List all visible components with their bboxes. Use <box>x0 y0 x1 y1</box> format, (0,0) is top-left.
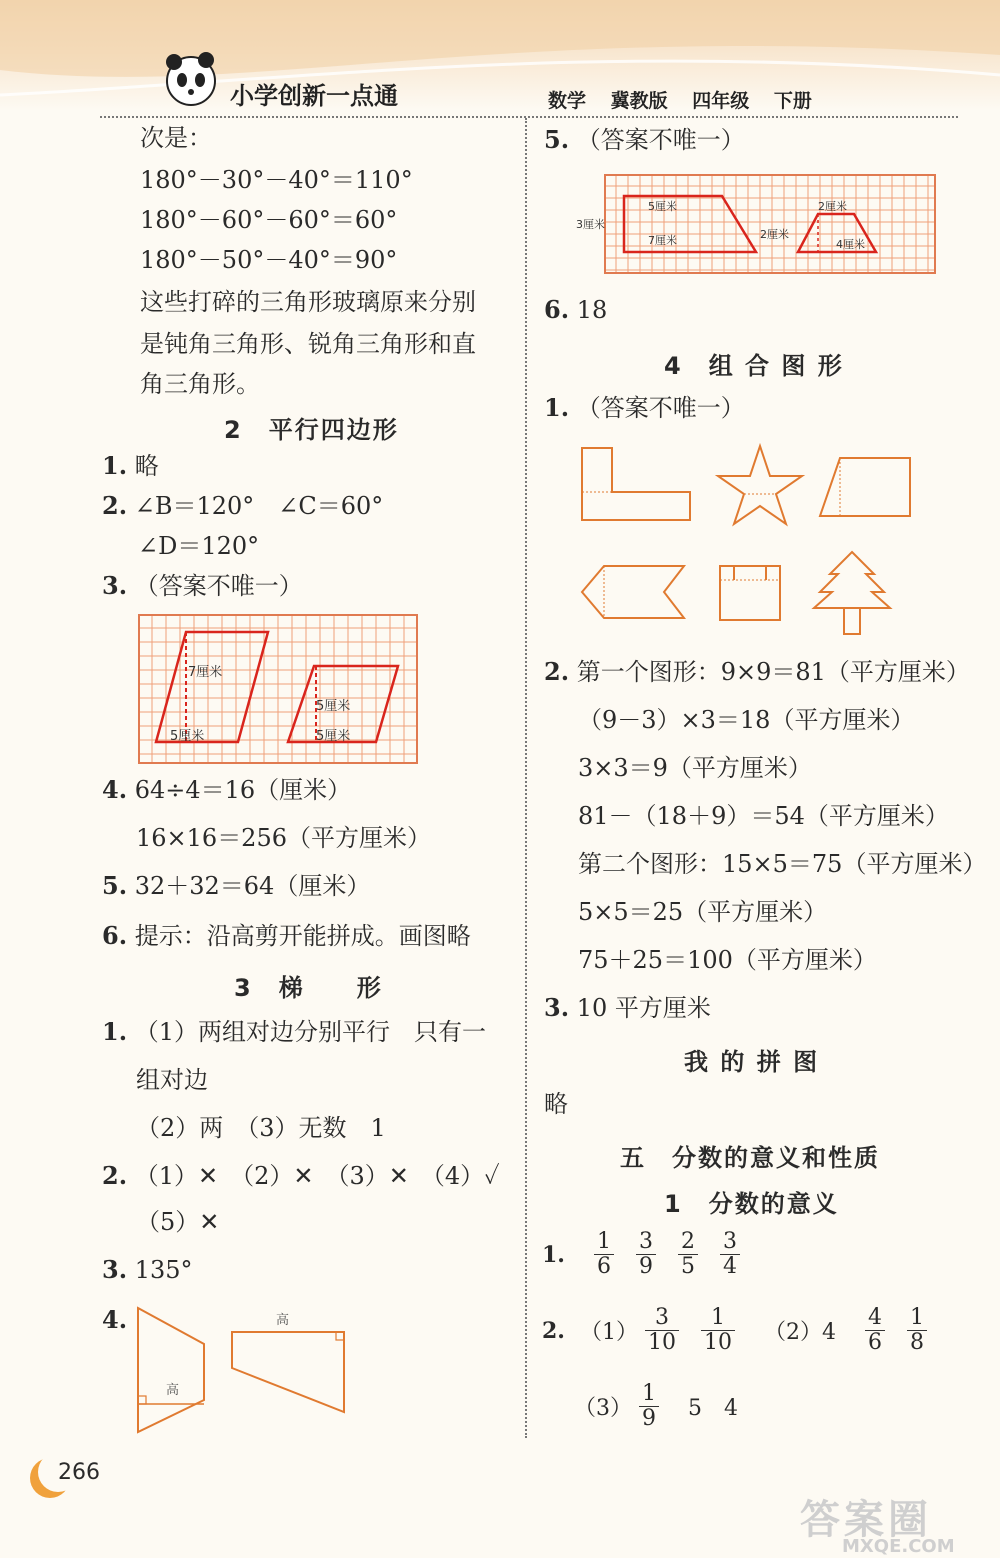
question-number: 5. <box>544 125 570 154</box>
question-number: 4. <box>102 1305 128 1334</box>
answer-text: 第一个图形：9×9＝81（平方厘米） <box>576 658 970 686</box>
grid2-label-5cm: 5厘米 <box>648 200 677 213</box>
height-label-2: 高 <box>276 1313 290 1328</box>
grid-label-5cm-b: 5厘米 <box>316 699 351 714</box>
question-4 <box>102 776 351 804</box>
answer-text: （答案不唯一） <box>576 126 745 154</box>
fraction-numerator: 1 <box>594 1230 614 1255</box>
trapezoid-grid-figure <box>576 174 936 274</box>
chapter-title-fractions: 五 分数的意义和性质 <box>620 1144 880 1172</box>
question-2 <box>102 492 383 520</box>
question-number: 5. <box>102 871 128 900</box>
intro-text: 次是： <box>140 124 212 152</box>
answer-text: （1）✕ （2）✕ （3）✕ （4）✓ <box>134 1162 500 1190</box>
fraction-denominator: 6 <box>867 1330 882 1355</box>
fraction-2c <box>639 1381 681 1431</box>
answer-text: ∠B＝120° ∠C＝60° <box>134 492 384 520</box>
section-title-composite: 4 组 合 图 形 <box>664 352 844 380</box>
section-title-puzzle: 我 的 拼 图 <box>684 1048 820 1076</box>
trap-question-1 <box>102 1018 486 1046</box>
question-number: 1. <box>544 393 570 422</box>
calc-line-2: 180°－60°－60°＝60° <box>140 206 398 234</box>
fraction-denominator: 4 <box>722 1254 737 1279</box>
fraction-list-1 <box>594 1229 762 1279</box>
answer-text: （1）两组对边分别平行 只有一 <box>134 1018 486 1046</box>
grid2-label-4cm: 4厘米 <box>836 238 865 251</box>
answer-text-1b: 组对边 <box>136 1066 208 1094</box>
fraction-denominator: 10 <box>703 1330 732 1355</box>
answer-text: 略 <box>134 452 159 480</box>
answer-text: 18 <box>576 296 608 324</box>
question-number: 2. <box>544 657 570 686</box>
question-number: 1. <box>102 451 128 480</box>
conclusion-line-3: 角三角形。 <box>140 370 260 398</box>
calc-2g: 75＋25＝100（平方厘米） <box>578 946 877 974</box>
part-label-2: （2）4 <box>763 1320 836 1345</box>
question-number: 3. <box>102 1255 128 1284</box>
fraction-denominator: 8 <box>909 1330 924 1355</box>
parallelogram-grid-figure <box>138 614 418 764</box>
volume-label: 下册 <box>773 90 812 112</box>
fraction <box>701 1306 735 1355</box>
trap-question-3 <box>102 1256 193 1284</box>
question-6 <box>102 922 471 950</box>
grid2-label-3cm: 3厘米 <box>576 218 605 231</box>
subject-info <box>548 86 830 113</box>
part-label-3: （3） <box>574 1396 632 1421</box>
answer-text: （答案不唯一） <box>134 572 303 600</box>
fraction <box>645 1306 679 1355</box>
fraction <box>594 1230 614 1279</box>
question-number: 6. <box>544 295 570 324</box>
grid-label-5cm-a: 5厘米 <box>170 729 205 744</box>
question-number: 4. <box>102 775 128 804</box>
fraction <box>636 1230 656 1279</box>
answer-text: 32＋32＝64（厘米） <box>134 872 371 900</box>
question-number: 6. <box>102 921 128 950</box>
fraction-question-2-part3 <box>574 1382 760 1431</box>
conclusion-line-1: 这些打碎的三角形玻璃原来分别 <box>140 288 476 316</box>
grid2-label-7cm: 7厘米 <box>648 234 677 247</box>
trapezoid-height-figure <box>130 1300 360 1440</box>
fraction <box>865 1306 885 1355</box>
fraction-list-2b <box>865 1305 949 1355</box>
answer-tail: 5 4 <box>688 1396 738 1421</box>
fraction-numerator: 1 <box>907 1306 927 1331</box>
fraction-numerator: 3 <box>645 1306 679 1331</box>
calc-2e: 第二个图形：15×5＝75（平方厘米） <box>578 850 987 878</box>
fraction-denominator: 5 <box>680 1254 695 1279</box>
question-1 <box>102 452 159 480</box>
page-number: 266 <box>58 1460 100 1485</box>
answer-text-2b: ∠D＝120° <box>138 532 260 560</box>
fraction <box>907 1306 927 1355</box>
question-number: 2. <box>542 1317 565 1344</box>
grid-label-7cm: 7厘米 <box>188 665 223 680</box>
subject-label: 数学 <box>548 90 587 112</box>
answer-text: 64÷4＝16（厘米） <box>134 776 352 804</box>
conclusion-line-2: 是钝角三角形、锐角三角形和直 <box>140 330 476 358</box>
section-title-fraction-meaning: 1 分数的意义 <box>664 1190 839 1218</box>
fraction-question-2 <box>542 1306 949 1355</box>
trap-question-4 <box>102 1306 127 1334</box>
edition-label: 冀教版 <box>610 90 668 112</box>
calc-2d: 81－（18＋9）＝54（平方厘米） <box>578 802 949 830</box>
header-wave <box>0 0 1000 110</box>
question-3 <box>102 572 303 600</box>
fraction-list-2a <box>645 1305 757 1355</box>
grid2-label-2cm-mid: 2厘米 <box>760 228 789 241</box>
question-number: 3. <box>544 993 570 1022</box>
fraction <box>639 1382 659 1431</box>
calc-2f: 5×5＝25（平方厘米） <box>578 898 828 926</box>
question-number: 1. <box>542 1241 565 1268</box>
fraction-numerator: 4 <box>865 1306 885 1331</box>
fraction-numerator: 3 <box>720 1230 740 1255</box>
answer-text-1c: （2）两 （3）无数 1 <box>136 1114 386 1142</box>
question-5 <box>102 872 370 900</box>
right-question-5 <box>544 126 745 154</box>
answer-text: 10 平方厘米 <box>576 994 711 1022</box>
fraction-numerator: 2 <box>678 1230 698 1255</box>
panda-logo-icon <box>160 48 222 110</box>
fraction <box>720 1230 740 1279</box>
answer-text-4b: 16×16＝256（平方厘米） <box>136 824 431 852</box>
calc-line-1: 180°－30°－40°＝110° <box>140 166 413 194</box>
fraction-denominator: 9 <box>638 1254 653 1279</box>
fraction-denominator: 9 <box>642 1406 656 1431</box>
puzzle-answer: 略 <box>544 1090 568 1118</box>
height-label-1: 高 <box>166 1383 180 1398</box>
brand-title: 小学创新一点通 <box>230 82 398 110</box>
grade-label: 四年级 <box>692 90 750 112</box>
fraction-denominator: 6 <box>596 1254 611 1279</box>
answer-text: （答案不唯一） <box>576 394 745 422</box>
column-divider <box>525 118 527 1438</box>
answer-text-2b-trap: （5）✕ <box>136 1208 220 1236</box>
section-title-trapezoid: 3 梯 形 <box>234 974 383 1002</box>
part-label-1: （1） <box>579 1320 638 1345</box>
fraction-numerator: 1 <box>701 1306 735 1331</box>
composite-question-1 <box>544 394 745 422</box>
calc-line-3: 180°－50°－40°＝90° <box>140 246 398 274</box>
right-question-6 <box>544 296 607 324</box>
answer-text: 135° <box>134 1256 193 1284</box>
fraction-question-1 <box>542 1230 762 1279</box>
grid-label-5cm-c: 5厘米 <box>316 729 351 744</box>
question-number: 1. <box>102 1017 128 1046</box>
composite-question-2 <box>544 658 970 686</box>
fraction-numerator: 3 <box>636 1230 656 1255</box>
header-divider <box>100 116 958 118</box>
calc-2c: 3×3＝9（平方厘米） <box>578 754 812 782</box>
question-number: 2. <box>102 1161 128 1190</box>
fraction-denominator: 10 <box>647 1330 676 1355</box>
fraction <box>678 1230 698 1279</box>
trap-question-2 <box>102 1162 500 1190</box>
composite-shapes-figure <box>574 440 914 640</box>
question-number: 3. <box>102 571 128 600</box>
fraction-numerator: 1 <box>639 1382 659 1407</box>
section-title-parallelogram: 2 平行四边形 <box>224 416 399 444</box>
grid2-label-2cm-top: 2厘米 <box>818 200 847 213</box>
watermark-text: 答案圈 <box>800 1497 932 1543</box>
answer-text: 提示：沿高剪开能拼成。画图略 <box>134 922 471 950</box>
question-number: 2. <box>102 491 128 520</box>
composite-question-3 <box>544 994 711 1022</box>
calc-2b: （9－3）×3＝18（平方厘米） <box>578 706 915 734</box>
watermark-url: MXQE.COM <box>842 1536 955 1557</box>
